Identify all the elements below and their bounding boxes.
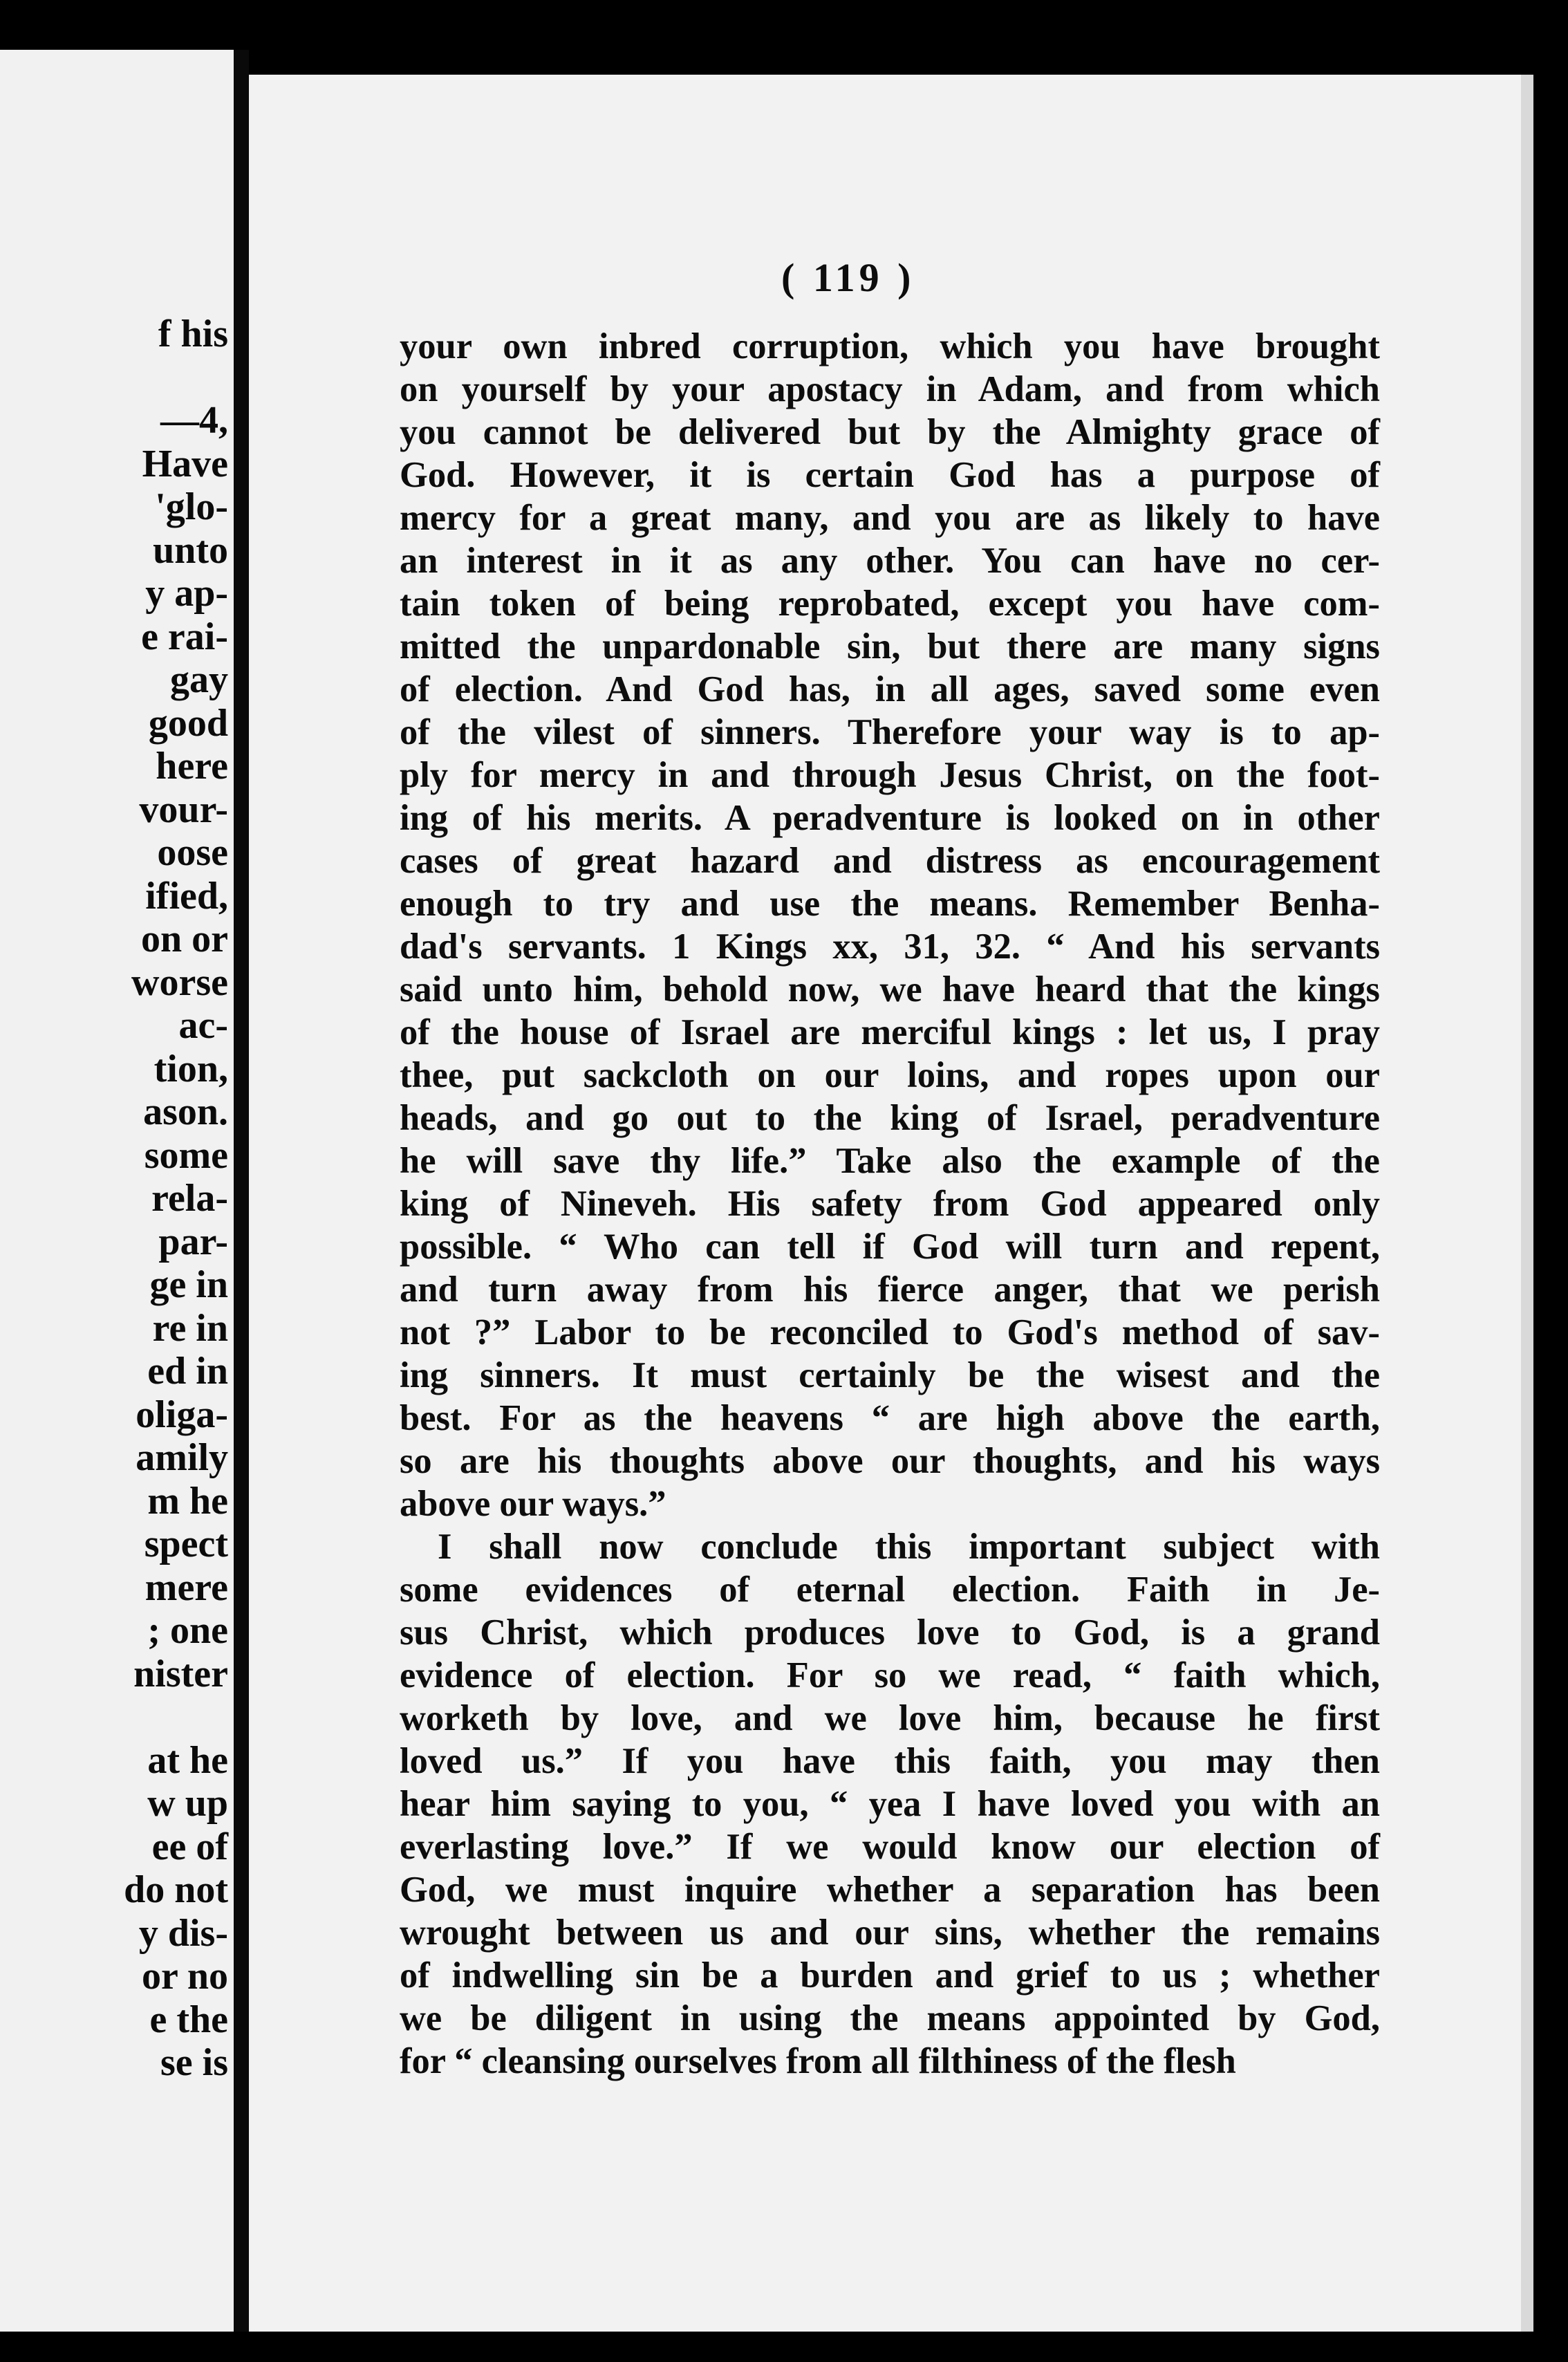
text-line: everlasting love.” If we would know our election of [400, 1827, 1380, 1867]
text-line: mitted the unpardonable sin, but there are many signs [400, 626, 1380, 667]
text-line: possible. “ Who can tell if God will turn and repent, [400, 1227, 1380, 1267]
facing-page-line: —4, [160, 399, 228, 442]
facing-page-line: oliga- [136, 1393, 228, 1436]
text-line: not ?” Labor to be reconciled to God's method of sav- [400, 1312, 1380, 1352]
text-line: dad's servants. 1 Kings xx, 31, 32. “ And his servants [400, 927, 1380, 967]
facing-page-fragment [0, 50, 234, 2332]
text-line: hear him saying to you, “ yea I have loved you with an [400, 1784, 1380, 1824]
facing-page-line: re in [152, 1306, 228, 1350]
text-line: some evidences of eternal election. Faith in Je- [400, 1570, 1380, 1610]
facing-page-line: on or [141, 918, 228, 960]
page-number: ( 119 ) [781, 255, 915, 300]
facing-page-line: amily [136, 1436, 228, 1479]
facing-page-line: ee of [151, 1825, 228, 1868]
page-body-text [400, 325, 1380, 2083]
text-line: for “ cleansing ourselves from all filthiness of the flesh [400, 2041, 1236, 2081]
text-line: and turn away from his fierce anger, that we perish [400, 1270, 1380, 1310]
text-line: I shall now conclude this important subject with [438, 1527, 1380, 1567]
facing-page-line: worse [131, 960, 228, 1004]
facing-page-line: tion, [153, 1047, 228, 1090]
facing-page-line [124, 356, 228, 400]
text-line: loved us.” If you have this faith, you may then [400, 1741, 1380, 1781]
facing-page-line: unto [153, 528, 228, 572]
facing-page-line: y ap- [145, 572, 228, 615]
facing-page-line: e the [149, 1998, 228, 2041]
facing-page-line: ed in [147, 1350, 228, 1393]
text-line: on yourself by your apostacy in Adam, and from which [400, 369, 1380, 409]
facing-page-line: Have [142, 442, 228, 485]
text-line: ing sinners. It must certainly be the wisest and the [400, 1355, 1380, 1395]
text-line: of indwelling sin be a burden and grief to us ; whether [400, 1955, 1380, 1996]
facing-page-line: good [148, 701, 228, 745]
text-line: God, we must inquire whether a separation has been [400, 1870, 1380, 1910]
text-line: wrought between us and our sins, whether the remains [400, 1913, 1380, 1953]
facing-page-line: rela- [151, 1177, 228, 1220]
facing-page-line: at he [147, 1738, 228, 1782]
text-line: heads, and go out to the king of Israel, peradventure [400, 1098, 1380, 1138]
facing-page-line: ified, [145, 874, 228, 918]
text-line: he will save thy life.” Take also the example of the [400, 1141, 1380, 1181]
facing-page-line: f his [158, 313, 228, 355]
page-edge [1521, 75, 1533, 2332]
facing-page-line: spect [144, 1523, 228, 1565]
facing-page-line: do not [124, 1868, 228, 1911]
facing-page-line: ason. [143, 1090, 228, 1133]
text-line: evidence of election. For so we read, “ faith which, [400, 1655, 1380, 1695]
facing-page-line: m he [147, 1479, 228, 1523]
facing-page-line: e rai- [141, 615, 228, 658]
facing-page-line: ge in [149, 1263, 228, 1306]
facing-page-line: or no [142, 1955, 228, 1998]
text-line: you cannot be delivered but by the Almighty grace of [400, 412, 1380, 452]
facing-page-line: oose [157, 831, 228, 874]
text-line: ing of his merits. A peradventure is looked on in other [400, 798, 1380, 838]
text-line: sus Christ, which produces love to God, is a grand [400, 1612, 1380, 1653]
text-line: thee, put sackcloth on our loins, and ropes upon our [400, 1055, 1380, 1095]
text-line: best. For as the heavens “ are high above the earth, [400, 1398, 1380, 1438]
text-line: an interest in it as any other. You can have no cer- [400, 541, 1380, 581]
facing-page-line [124, 1695, 228, 1739]
text-line: of the house of Israel are merciful kings : let us, I pray [400, 1012, 1380, 1052]
text-line: enough to try and use the means. Remember Benha- [400, 884, 1380, 924]
text-line: said unto him, behold now, we have heard that the kings [400, 969, 1380, 1010]
text-line: of election. And God has, in all ages, saved some even [400, 669, 1380, 709]
facing-page-line: vour- [139, 788, 228, 831]
facing-page-text [124, 313, 228, 2085]
facing-page-line: se is [160, 2041, 228, 2084]
text-line: above our ways.” [400, 1484, 666, 1524]
facing-page-line: some [144, 1133, 228, 1177]
facing-page-line: y dis- [138, 1911, 228, 1955]
text-line: God. However, it is certain God has a purpose of [400, 455, 1380, 495]
book-gutter [234, 50, 249, 2332]
facing-page-line: nister [133, 1652, 228, 1695]
text-line: worketh by love, and we love him, because he first [400, 1698, 1380, 1738]
facing-page-line: ac- [178, 1004, 228, 1047]
facing-page-line: w up [147, 1782, 228, 1825]
facing-page-line: mere [144, 1565, 228, 1609]
facing-page-line: par- [158, 1220, 228, 1263]
text-line: we be diligent in using the means appointed by God, [400, 1998, 1380, 2038]
facing-page-line: gay [170, 658, 228, 701]
text-line: ply for mercy in and through Jesus Christ, on the foot- [400, 755, 1380, 795]
text-line: so are his thoughts above our thoughts, and his ways [400, 1441, 1380, 1481]
text-line: of the vilest of sinners. Therefore your way is to ap- [400, 712, 1380, 752]
facing-page-line: ; one [147, 1609, 228, 1652]
text-line: your own inbred corruption, which you have brought [400, 326, 1380, 366]
facing-page-line: 'glo- [155, 485, 228, 528]
text-line: mercy for a great many, and you are as likely to have [400, 498, 1380, 538]
text-line: cases of great hazard and distress as encouragement [400, 841, 1380, 881]
facing-page-line: here [156, 745, 228, 788]
text-line: tain token of being reprobated, except you have com- [400, 584, 1380, 624]
text-line: king of Nineveh. His safety from God appeared only [400, 1184, 1380, 1224]
